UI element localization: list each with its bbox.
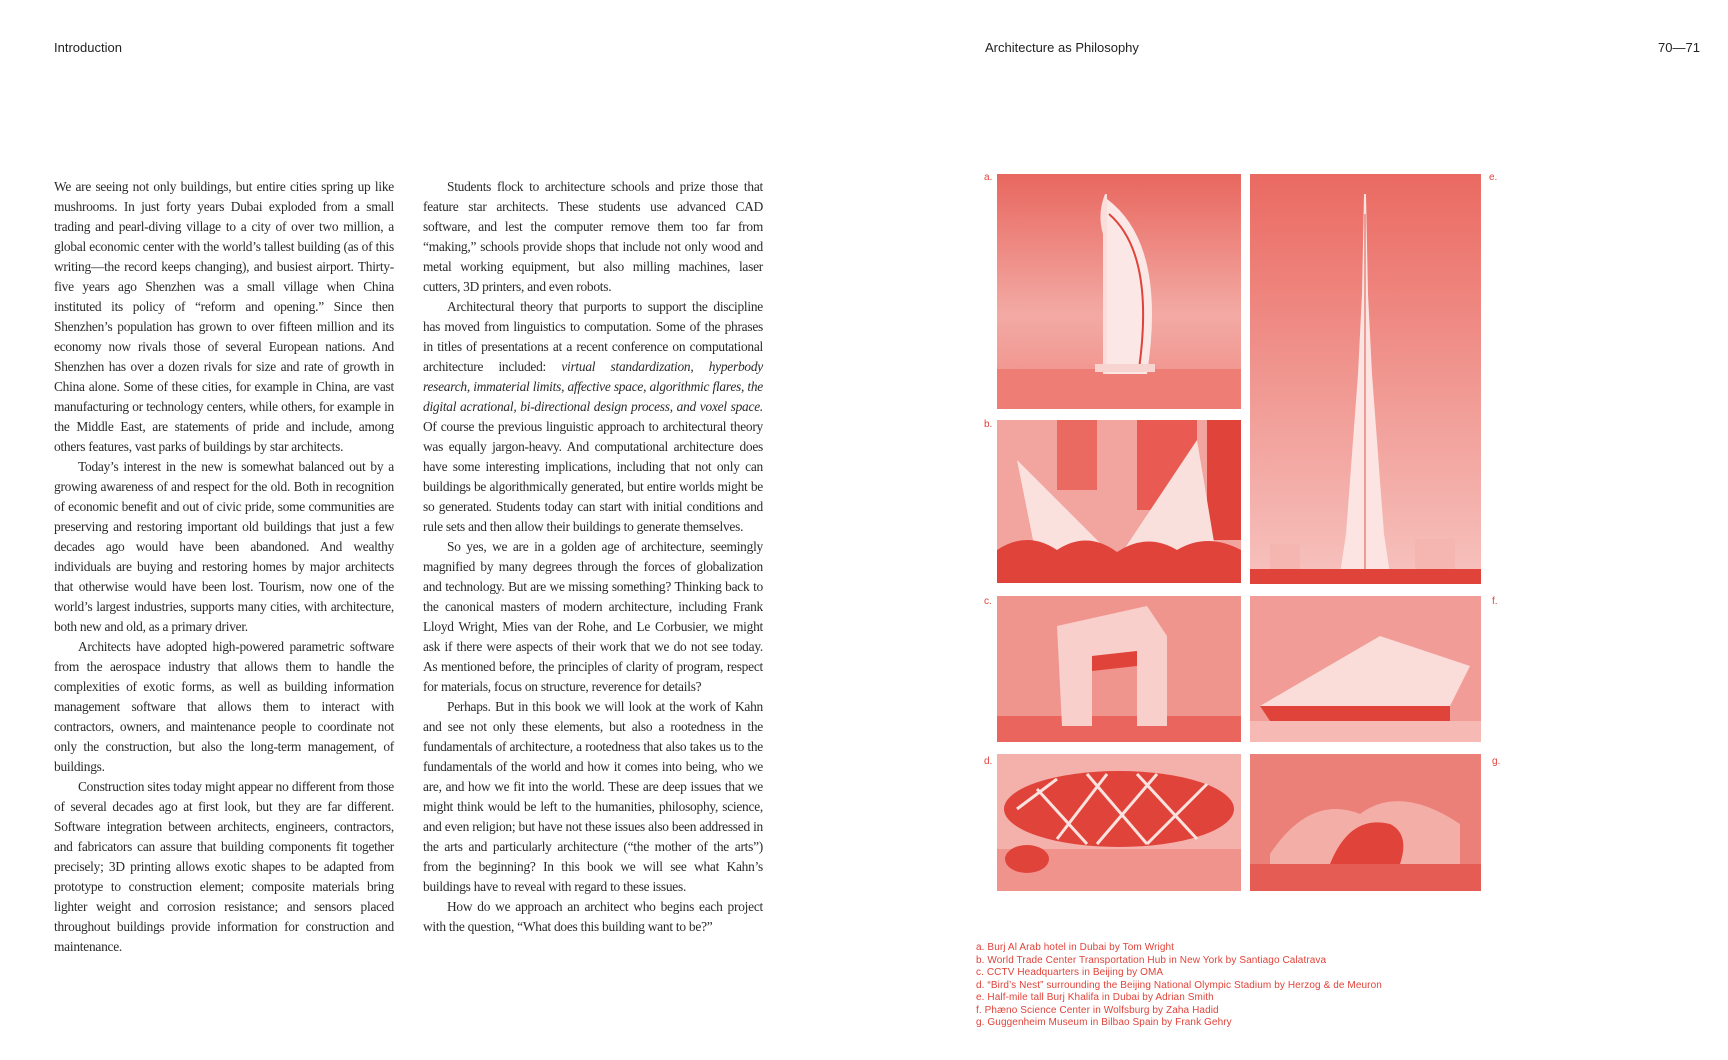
italic-phrases: virtual standardization, hyperbody research, immaterial limits, affective space, algorithmic flares, the digital acrational, bi-directional design process, and voxel space. (423, 359, 763, 414)
photo-wtc-hub (997, 420, 1241, 583)
photo-guggenheim (1250, 754, 1481, 891)
paragraph: Architects have adopted high-powered parametric software from the aerospace industry that allows them to handle the complexities of exotic forms, as well as building information management software that allows them to interact with contractors, owners, and maintenance people to coordinate not only the construction, but also the long-term management, of buildings. (54, 639, 394, 774)
paragraph-text: Architectural theory that purports to support the discipline has moved from linguistics to computation. Some of the phrases in titles of presentations at a recent conference on computational architecture included: (423, 299, 763, 374)
photo-birds-nest (997, 754, 1241, 891)
plate-label-a: a. (984, 172, 993, 183)
photo-burj-al-arab (997, 174, 1241, 409)
paragraph: Perhaps. But in this book we will look at the work of Kahn and see not only these elements, but also a rootedness in the fundamentals of architecture, a rootedness that also takes us to the fundamentals of the world and how it comes into being, who we are, and how we fit into the world. These are deep issues that we might think would be left to the humanities, philosophy, science, and even religion; but have not these issues also been addressed in the arts and particularly architecture (“the mother of the arts”) from the beginning? In this book we will see what Kahn’s buildings have to reveal with regard to these issues. (423, 699, 763, 894)
caption-g: g. Guggenheim Museum in Bilbao Spain by Frank Gehry (976, 1017, 1232, 1028)
caption-b: b. World Trade Center Transportation Hub in New York by Santiago Calatrava (976, 954, 1327, 966)
text-column-middle (423, 177, 763, 937)
caption-a: a. Burj Al Arab hotel in Dubai by Tom Wright (976, 942, 1175, 953)
figure-captions (976, 942, 1382, 1030)
paragraph: So yes, we are in a golden age of architecture, seemingly magnified by many degrees through the forces of globalization and technology. But are we missing something? Thinking back to the canonical masters of modern architecture, including Frank Lloyd Wright, Mies van der Rohe, and Le Corbusier, we might ask if there were aspects of their work that we do not see today. As mentioned before, the principles of clarity of program, respect for materials, focus on structure, reverence for details? (423, 539, 763, 694)
caption-e: e. Half-mile tall Burj Khalifa in Dubai by Adrian Smith (976, 992, 1214, 1003)
plate-label-e: e. (1489, 172, 1498, 183)
running-head-title: Architecture as Philosophy (985, 40, 1139, 55)
caption-f: f. Phæno Science Center in Wolfsburg by Zaha Hadid (976, 1004, 1219, 1016)
paragraph: Today’s interest in the new is somewhat balanced out by a growing awareness of and respect for the old. Both in recognition of economic benefit and out of civic pride, some communities are preserving and restoring important old buildings that just a few decades ago would have been abandoned. And wealthy individuals are buying and restoring homes by major architects that otherwise would have been lost. Tourism, now one of the world’s largest industries, supports many cities, with architecture, both new and old, as a primary driver. (54, 459, 394, 634)
caption-c: c. CCTV Headquarters in Beijing by OMA (976, 967, 1164, 978)
plate-label-b: b. (984, 419, 993, 430)
caption-d: d. “Bird’s Nest” surrounding the Beijing National Olympic Stadium by Herzog & de Meuron (976, 979, 1382, 991)
paragraph: We are seeing not only buildings, but entire cities spring up like mushrooms. In just forty years Dubai exploded from a small trading and pearl-diving village to a city of over two million, a global economic center with the world’s tallest building (as of this writing—the record keeps changing), and busiest airport. Thirty-five years ago Shenzhen was a small village when China instituted its policy of “reform and opening.” Since then Shenzhen’s population has grown to over fifteen million and its economy now rivals those of several European nations. And Shenzhen has over a dozen rivals for size and rate of growth in China alone. Some of these cities, for example in China, are vast manufacturing or technology centers, while others, for example in the Middle East, are statements of pride and include, among others features, vast parks of buildings by star architects. (54, 179, 394, 454)
plate-label-f: f. (1492, 596, 1498, 607)
photo-phaeno (1250, 596, 1481, 742)
plate-label-c: c. (984, 596, 992, 607)
running-head-left: Introduction (54, 40, 122, 55)
plate-label-g: g. (1492, 756, 1501, 767)
paragraph: How do we approach an architect who begins each project with the question, “What does this building want to be?” (423, 899, 763, 934)
plate-label-d: d. (984, 756, 993, 767)
paragraph: Construction sites today might appear no different from those of several decades ago at first look, but they are far different. Software integration between architects, engineers, contractors, and fabricators can assure that building components fit together precisely; 3D printing allows exotic shapes to be adapted from prototype to construction element; composite materials bring lighter weight and corrosion resistance; and sensors placed throughout buildings provide information for construction and maintenance. (54, 779, 394, 954)
paragraph (423, 297, 763, 537)
photo-burj-khalifa (1250, 174, 1481, 584)
page-numbers: 70—71 (1658, 40, 1700, 55)
paragraph-text: Of course the previous linguistic approach to architectural theory was equally jargon-heavy. And computational architecture does have some interesting implications, including that not only can buildings be algorithmically generated, but entire worlds might be so generated. Students today can start with initial conditions and rule sets and then allow their buildings to generate themselves. (423, 419, 763, 534)
photo-cctv-hq (997, 596, 1241, 742)
text-column-left (54, 177, 394, 957)
paragraph: Students flock to architecture schools and prize those that feature star architects. These students use advanced CAD software, and lest the computer remove them too far from “making,” schools provide shops that include not only wood and metal working equipment, but also milling machines, laser cutters, 3D printers, and even robots. (423, 179, 763, 294)
